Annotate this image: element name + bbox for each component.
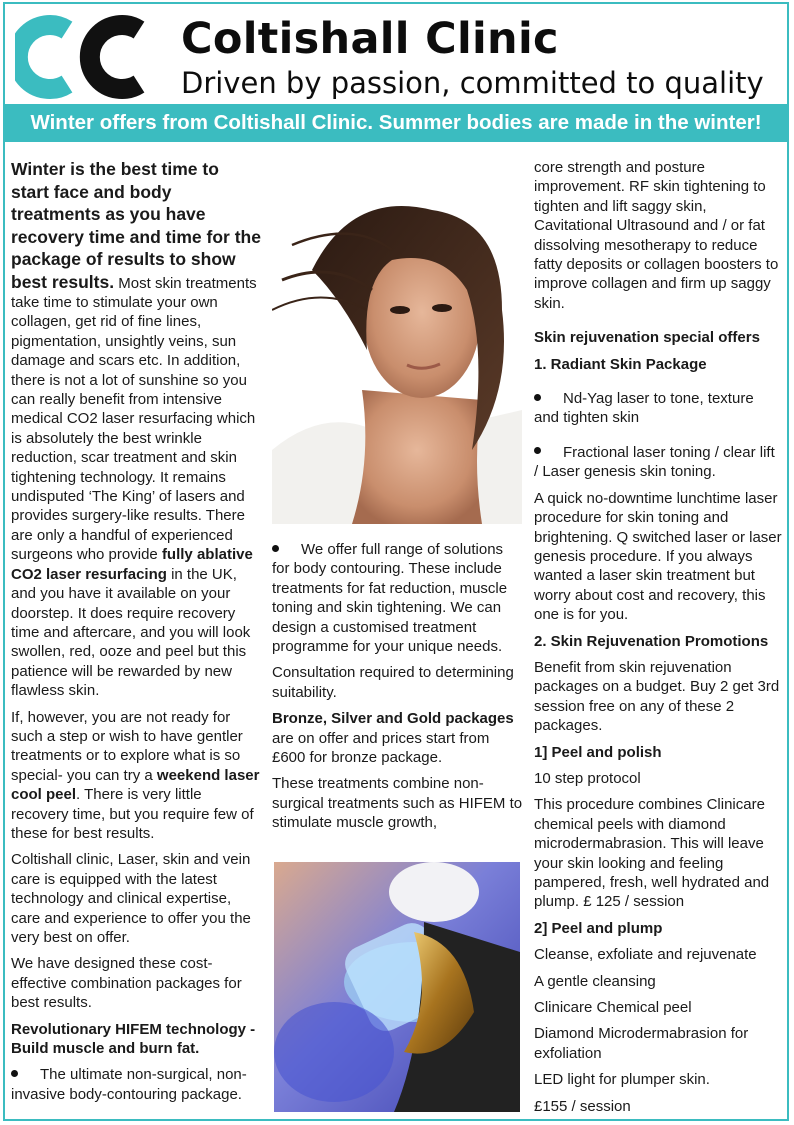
bullet-text: Fractional laser toning / clear lift / Laser genesis skin toning. bbox=[534, 443, 775, 481]
bullet-item bbox=[534, 389, 782, 428]
consultation-paragraph: Consultation required to determining suitability. bbox=[272, 664, 514, 701]
cool-peel-intro: If, however, you are not ready for such a step or wish to have gentler treatments or to explore what is so special- you can try a bbox=[11, 708, 243, 784]
header bbox=[5, 4, 787, 106]
radiant-skin-heading: 1. Radiant Skin Package bbox=[534, 355, 707, 373]
cool-peel-end: . There is very little recovery time, but you require few of these for best results. bbox=[11, 786, 254, 842]
bullet-item bbox=[11, 1065, 261, 1104]
intro-end: in the UK, and you have it available on your doorstep. It does require recovery time and aftercare, and you will look swollen, red, ooze and peel but this patience will be rewarded by new flawless skin. bbox=[11, 565, 251, 700]
cool-peel-paragraph bbox=[11, 708, 261, 844]
peel-polish-description: This procedure combines Clinicare chemical peels with diamond microdermabrasion. This will leave your skin looking and feeling pampered, fresh, well hydrated and plump. £ 125 / session bbox=[534, 796, 770, 911]
bullet-icon bbox=[534, 447, 541, 454]
offers-banner: Winter offers from Coltishall Clinic. Summer bodies are made in the winter! bbox=[5, 104, 787, 142]
peel-plump-line: Diamond Microdermabrasion for exfoliation bbox=[534, 1025, 749, 1062]
bullet-text: We offer full range of solutions for body contouring. These include treatments for fat reduction, muscle toning and skin tightening. We can design a customised treatment programme for your unique needs. bbox=[272, 541, 508, 656]
bullet-icon bbox=[272, 545, 279, 552]
bullet-icon bbox=[11, 1070, 18, 1077]
peel-polish-sub: 10 step protocol bbox=[534, 769, 641, 787]
treatment-device-image bbox=[274, 862, 520, 1112]
peel-polish-heading: 1] Peel and polish bbox=[534, 743, 662, 761]
intro-body: Most skin treatments take time to stimulate your own collagen, get rid of fine lines, pigmentation, unsightly veins, sun damage and scars etc. In addition, there is not a lot of sunshine so you can really benefit from intensive medical CO2 laser resurfacing which is absolutely the best wrinkle reduction, scar treatment and skin tightening technology. It remains undisputed ‘The King’ of lasers and provides surgery-like results. There are only a handful of experienced surgeons who provide bbox=[11, 274, 257, 564]
cool-peel-highlight: weekend laser cool peel bbox=[11, 766, 260, 804]
promotions-heading: 2. Skin Rejuvenation Promotions bbox=[534, 632, 769, 650]
packages-rest: are on offer and prices start from £600 for bronze package. bbox=[272, 729, 490, 767]
co2-highlight: fully ablative CO2 laser resurfacing bbox=[11, 546, 253, 583]
peel-plump-line: Clinicare Chemical peel bbox=[534, 999, 692, 1017]
column-right bbox=[534, 158, 782, 1123]
bullet-text: The ultimate non-surgical, non-invasive body-contouring package. bbox=[11, 1066, 247, 1103]
combine-paragraph: These treatments combine non-surgical treatments such as HIFEM to stimulate muscle growth, bbox=[272, 775, 523, 832]
hifem-heading: Revolutionary HIFEM technology -Build muscle and burn fat. bbox=[11, 1020, 256, 1058]
packages-paragraph: We have designed these cost-effective combination packages for best results. bbox=[11, 955, 242, 1012]
woman-portrait-image bbox=[272, 150, 522, 524]
peel-plump-heading: 2] Peel and plump bbox=[534, 919, 663, 937]
peel-plump-line: LED light for plumper skin. bbox=[534, 1071, 710, 1089]
packages-offer bbox=[272, 709, 524, 767]
packages-highlight: Bronze, Silver and Gold packages bbox=[272, 710, 514, 728]
peel-plump-line: A gentle cleansing bbox=[534, 972, 656, 990]
peel-plump-line: Cleanse, exfoliate and rejuvenate bbox=[534, 946, 757, 964]
bullet-item bbox=[272, 540, 524, 656]
column-middle bbox=[272, 540, 524, 840]
clinic-name: Coltishall Clinic bbox=[181, 14, 559, 64]
skin-rejuvenation-heading: Skin rejuvenation special offers bbox=[534, 329, 760, 347]
continuation-paragraph: core strength and posture improvement. RF skin tightening to tighten and lift saggy skin, Cavitational Ultrasound and / or fat dissolving mesotherapy to reduce fatty deposits or collagen boosters to improve collagen and firm up saggy skin. bbox=[534, 159, 779, 312]
tagline: Driven by passion, committed to quality bbox=[181, 66, 764, 100]
cc-logo-icon bbox=[15, 12, 147, 102]
intro-paragraph bbox=[11, 158, 261, 701]
column-left bbox=[11, 158, 261, 1111]
lunchtime-paragraph: A quick no-downtime lunchtime laser procedure for skin toning and brightening. Q switched laser or laser genesis procedure. If you always wanted a laser skin treatment but worry about cost and recovery, this one is for you. bbox=[534, 489, 782, 624]
promotions-paragraph: Benefit from skin rejuvenation packages on a budget. Buy 2 get 3rd session free on any of these 2 packages. bbox=[534, 658, 780, 735]
peel-plump-price: £155 / session bbox=[534, 1097, 631, 1115]
bullet-icon bbox=[534, 394, 541, 401]
equipment-paragraph: Coltishall clinic, Laser, skin and vein care is equipped with the latest technology and clinical expertise, care and experience to offer you the very best on offer. bbox=[11, 851, 251, 946]
bullet-text: Nd-Yag laser to tone, texture and tighten skin bbox=[534, 390, 754, 427]
intro-lead: Winter is the best time to start face and body treatments as you have recovery time and time for the package of results to show best results. bbox=[11, 159, 261, 292]
bullet-item bbox=[534, 443, 782, 482]
